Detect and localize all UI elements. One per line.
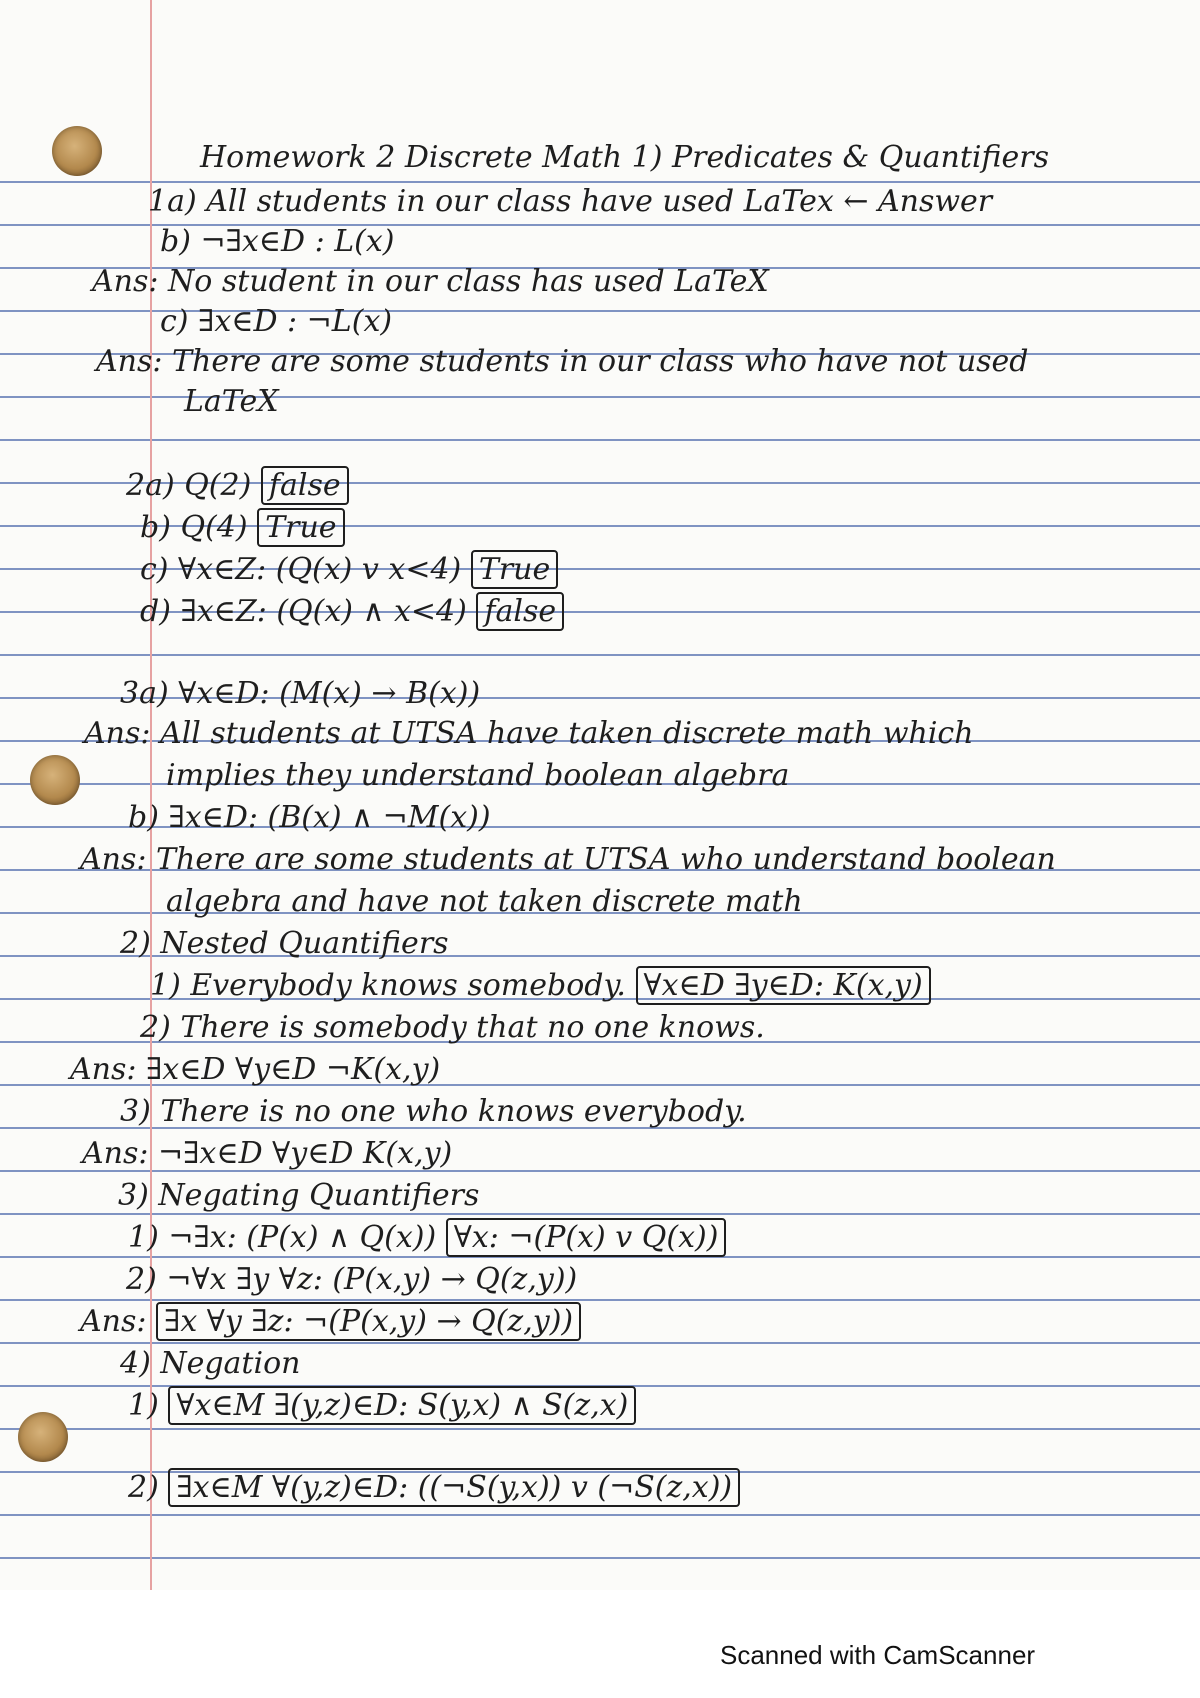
q2b-expression: b) Q(4) (140, 510, 248, 545)
section-nested-quantifiers: 2) Nested Quantifiers (120, 926, 449, 961)
punch-hole-top (52, 126, 102, 176)
q2d-expression: d) ∃x∈Z: (Q(x) ∧ x<4) (140, 594, 467, 629)
negation2-number: 2) (128, 1470, 159, 1505)
nested3-statement: 3) There is no one who knows everybody. (120, 1094, 747, 1129)
q1b-expression: b) ¬∃x∈D : L(x) (160, 224, 395, 259)
negating2-label: Ans: (80, 1304, 147, 1339)
nested3-answer: Ans: ¬∃x∈D ∀y∈D K(x,y) (82, 1136, 453, 1171)
negation1-boxed-answer: ∀x∈M ∃(y,z)∈D: S(y,x) ∧ S(z,x) (168, 1386, 636, 1425)
negation1-line (128, 1386, 636, 1426)
negation1-number: 1) (128, 1388, 159, 1423)
q2c-line (140, 550, 558, 590)
punch-hole-bottom (18, 1412, 68, 1462)
q2d-line (140, 592, 564, 632)
scanned-with-camscanner-label: Scanned with CamScanner (720, 1640, 1036, 1670)
page-top-margin (0, 0, 1200, 140)
q2a-boxed-answer: false (261, 466, 349, 505)
nested1-line (150, 966, 931, 1006)
section-negating-quantifiers: 3) Negating Quantifiers (118, 1178, 480, 1213)
negation2-line (128, 1468, 740, 1508)
q2c-boxed-answer: True (471, 550, 558, 589)
negating1-expression: 1) ¬∃x: (P(x) ∧ Q(x)) (128, 1220, 437, 1255)
punch-hole-middle (30, 755, 80, 805)
nested2-answer: Ans: ∃x∈D ∀y∈D ¬K(x,y) (70, 1052, 441, 1087)
q3b-answer: Ans: There are some students at UTSA who understand boolean (80, 842, 1056, 877)
q3a-expression: 3a) ∀x∈D: (M(x) → B(x)) (120, 676, 481, 711)
q2d-boxed-answer: false (476, 592, 564, 631)
q3a-answer: Ans: All students at UTSA have taken discrete math which (84, 716, 974, 751)
q3a-answer-continued: implies they understand boolean algebra (166, 758, 790, 793)
negating1-boxed-answer: ∀x: ¬(P(x) v Q(x)) (446, 1218, 727, 1257)
q2a-expression: 2a) Q(2) (126, 468, 252, 503)
q2c-expression: c) ∀x∈Z: (Q(x) v x<4) (140, 552, 462, 587)
page-title: Homework 2 Discrete Math 1) Predicates & Quantifiers (200, 140, 1049, 175)
negating1-line (128, 1218, 726, 1258)
negating2-expression: 2) ¬∀x ∃y ∀z: (P(x,y) → Q(z,y)) (126, 1262, 578, 1297)
q2b-line (140, 508, 345, 548)
q1c-answer: Ans: There are some students in our class who have not used (96, 344, 1029, 379)
negating2-line (80, 1302, 581, 1342)
section-negation: 4) Negation (120, 1346, 301, 1381)
negation2-boxed-answer: ∃x∈M ∀(y,z)∈D: ((¬S(y,x)) v (¬S(z,x)) (168, 1468, 740, 1507)
q1a-answer: 1a) All students in our class have used LaTex ← Answer (148, 184, 993, 219)
q1b-answer: Ans: No student in our class has used LaTeX (92, 264, 769, 299)
q1c-expression: c) ∃x∈D : ¬L(x) (160, 304, 393, 339)
nested2-statement: 2) There is somebody that no one knows. (140, 1010, 765, 1045)
q1c-answer-continued: LaTeX (184, 384, 279, 419)
q3b-expression: b) ∃x∈D: (B(x) ∧ ¬M(x)) (128, 800, 491, 835)
nested1-boxed-answer: ∀x∈D ∃y∈D: K(x,y) (636, 966, 931, 1005)
nested1-statement: 1) Everybody knows somebody. (150, 968, 626, 1003)
q2a-line (126, 466, 349, 506)
q3b-answer-continued: algebra and have not taken discrete math (166, 884, 803, 919)
scan-footer (0, 1590, 1200, 1698)
negating2-boxed-answer: ∃x ∀y ∃z: ¬(P(x,y) → Q(z,y)) (156, 1302, 581, 1341)
q2b-boxed-answer: True (257, 508, 344, 547)
